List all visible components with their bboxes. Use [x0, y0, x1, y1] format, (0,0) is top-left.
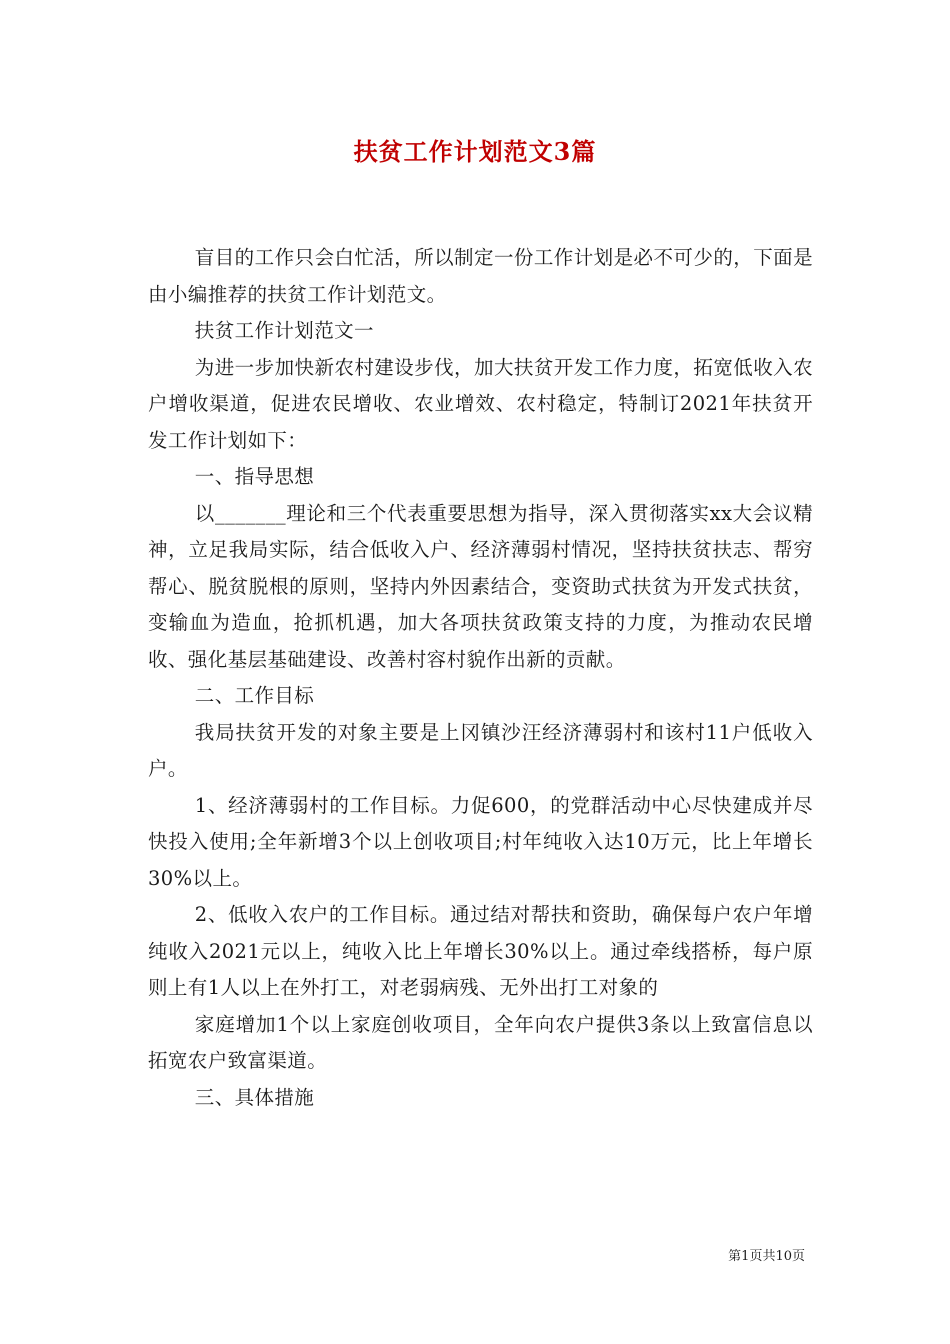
body-paragraph: 为进一步加快新农村建设步伐，加大扶贫开发工作力度，拓宽低收入农户增收渠道，促进农民增收、农业增效、农村稳定，特制订2021年扶贫开发工作计划如下：	[148, 355, 813, 452]
section-heading: 三、具体措施	[194, 1085, 315, 1109]
body-paragraph: 以_______理论和三个代表重要思想为指导，深入贯彻落实xx大会议精神，立足我局实际，结合低收入户、经济薄弱村情况，坚持扶贫扶志、帮穷帮心、脱贫脱根的原则，坚持内外因素结合，变资助式扶贫为开发式扶贫，变输血为造血，抢抓机遇，加大各项扶贫政策支持的力度，为推动农民增收、强化基层基础建设、改善村容村貌作出新的贡献。	[148, 501, 813, 671]
body-paragraph: 2、低收入农户的工作目标。通过结对帮扶和资助，确保每户农户年增纯收入2021元以上，纯收入比上年增长30%以上。通过牵线搭桥，每户原则上有1人以上在外打工，对老弱病残、无外出打工对象的	[148, 903, 813, 999]
body-paragraph: 我局扶贫开发的对象主要是上冈镇沙汪经济薄弱村和该村11户低收入户。	[148, 720, 813, 780]
body-paragraph: 家庭增加1个以上家庭创收项目，全年向农户提供3条以上致富信息以拓宽农户致富渠道。	[148, 1012, 813, 1072]
intro-paragraph: 盲目的工作只会白忙活，所以制定一份工作计划是必不可少的，下面是由小编推荐的扶贫工作计划范文。	[148, 246, 813, 306]
section-heading: 扶贫工作计划范文一	[194, 319, 374, 342]
document-title: 扶贫工作计划范文3篇	[353, 137, 597, 166]
document-body	[148, 240, 813, 1116]
section-heading: 二、工作目标	[194, 684, 315, 707]
body-paragraph: 1、经济薄弱村的工作目标。力促600，的党群活动中心尽快建成并尽快投入使用;全年新增3个以上创收项目;村年纯收入达10万元，比上年增长30%以上。	[148, 793, 813, 890]
section-heading: 一、指导思想	[194, 465, 315, 488]
page-number: 第1页共10页	[728, 1249, 805, 1264]
